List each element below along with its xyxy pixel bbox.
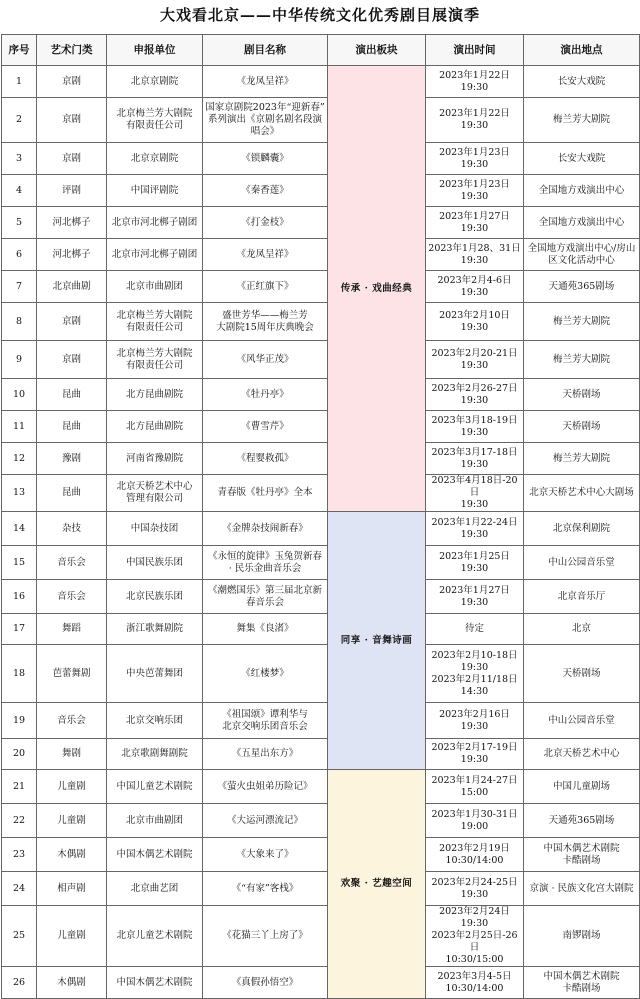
row-index: 12 bbox=[2, 443, 37, 475]
row-category: 河北梆子 bbox=[37, 239, 107, 271]
row-org: 北京市河北梆子剧团 bbox=[107, 239, 203, 271]
row-time: 2023年1月22日 19:30 bbox=[426, 66, 524, 98]
row-venue: 中山公园音乐堂 bbox=[524, 703, 640, 739]
row-venue: 梅兰芳大剧院 bbox=[524, 303, 640, 341]
row-org: 中央芭蕾舞团 bbox=[107, 645, 203, 703]
row-title: 《大运河漂流记》 bbox=[203, 804, 328, 838]
row-category: 京剧 bbox=[37, 303, 107, 341]
row-title: 《风华正茂》 bbox=[203, 341, 328, 379]
table-row bbox=[2, 739, 640, 770]
table-row bbox=[2, 770, 640, 804]
row-title: 《花猫三丫上房了》 bbox=[203, 906, 328, 967]
row-category: 河北梆子 bbox=[37, 207, 107, 239]
row-time: 2023年1月27日 19:30 bbox=[426, 580, 524, 614]
row-time: 2023年2月16日 19:30 bbox=[426, 703, 524, 739]
row-org: 中国儿童艺术剧院 bbox=[107, 770, 203, 804]
column-header-category: 艺术门类 bbox=[37, 35, 107, 66]
row-category: 京剧 bbox=[37, 341, 107, 379]
table-row bbox=[2, 906, 640, 967]
row-category: 芭蕾舞剧 bbox=[37, 645, 107, 703]
row-org: 北京歌剧舞剧院 bbox=[107, 739, 203, 770]
page-title: 大戏看北京——中华传统文化优秀剧目展演季 bbox=[159, 6, 480, 24]
row-category: 豫剧 bbox=[37, 443, 107, 475]
row-venue: 全国地方戏演出中心 bbox=[524, 207, 640, 239]
row-time: 2023年3月18-19日 19:30 bbox=[426, 411, 524, 443]
row-title: 青春版《牡丹亭》全本 bbox=[203, 475, 328, 512]
row-org: 北京市曲剧团 bbox=[107, 271, 203, 303]
row-category: 杂技 bbox=[37, 512, 107, 546]
row-time: 2023年2月24-25日 19:30 bbox=[426, 872, 524, 906]
row-title: 《永恒的旋律》玉兔贺新春 · 民乐金曲音乐会 bbox=[203, 546, 328, 580]
row-time: 2023年2月19日 10:30/14:00 bbox=[426, 838, 524, 872]
row-org: 中国评剧院 bbox=[107, 175, 203, 207]
row-venue: 南锣剧场 bbox=[524, 906, 640, 967]
row-time: 2023年2月17-19日 19:30 bbox=[426, 739, 524, 770]
table-row bbox=[2, 175, 640, 207]
row-venue: 梅兰芳大剧院 bbox=[524, 443, 640, 475]
row-org: 北京市河北梆子剧团 bbox=[107, 207, 203, 239]
row-org: 北方昆曲剧院 bbox=[107, 411, 203, 443]
row-venue: 中山公园音乐堂 bbox=[524, 546, 640, 580]
row-index: 25 bbox=[2, 906, 37, 967]
row-time: 2023年3月4-5日 10:30/14:00 bbox=[426, 967, 524, 999]
row-time: 2023年1月28、31日 19:30 bbox=[426, 239, 524, 271]
table-row bbox=[2, 341, 640, 379]
row-org: 北京梅兰芳大剧院 有限责任公司 bbox=[107, 341, 203, 379]
row-index: 13 bbox=[2, 475, 37, 512]
row-time: 2023年1月30-31日 19:00 bbox=[426, 804, 524, 838]
row-org: 浙江歌舞剧院 bbox=[107, 614, 203, 645]
row-title: 《潮燃国乐》第三届北京新 春音乐会 bbox=[203, 580, 328, 614]
table-row bbox=[2, 66, 640, 98]
table-row bbox=[2, 872, 640, 906]
column-header-title: 剧目名称 bbox=[203, 35, 328, 66]
row-time: 2023年1月22日 19:30 bbox=[426, 98, 524, 143]
row-index: 16 bbox=[2, 580, 37, 614]
row-title: 《秦香莲》 bbox=[203, 175, 328, 207]
table-row bbox=[2, 967, 640, 999]
table-row bbox=[2, 475, 640, 512]
row-org: 北京儿童艺术剧院 bbox=[107, 906, 203, 967]
row-venue: 中国木偶艺术剧院 卡酷剧场 bbox=[524, 838, 640, 872]
header-row bbox=[2, 35, 640, 66]
section-label: 同享 · 音舞诗画 bbox=[328, 512, 426, 770]
table-row bbox=[2, 614, 640, 645]
row-index: 1 bbox=[2, 66, 37, 98]
row-time: 2023年2月10-18日 19:30 2023年2月11/18日 14:30 bbox=[426, 645, 524, 703]
row-org: 北京市曲剧团 bbox=[107, 804, 203, 838]
table-row bbox=[2, 98, 640, 143]
row-category: 京剧 bbox=[37, 143, 107, 175]
section-label: 传承 · 戏曲经典 bbox=[328, 66, 426, 512]
column-header-org: 申报单位 bbox=[107, 35, 203, 66]
row-index: 26 bbox=[2, 967, 37, 999]
row-category: 音乐会 bbox=[37, 703, 107, 739]
row-index: 5 bbox=[2, 207, 37, 239]
row-venue: 天通苑365剧场 bbox=[524, 804, 640, 838]
row-org: 北京梅兰芳大剧院 有限责任公司 bbox=[107, 98, 203, 143]
row-org: 北方昆曲剧院 bbox=[107, 379, 203, 411]
row-title: 《曹雪芹》 bbox=[203, 411, 328, 443]
row-category: 昆曲 bbox=[37, 411, 107, 443]
row-org: 北京天桥艺术中心 管理有限公司 bbox=[107, 475, 203, 512]
row-category: 音乐会 bbox=[37, 580, 107, 614]
row-index: 3 bbox=[2, 143, 37, 175]
row-index: 20 bbox=[2, 739, 37, 770]
row-title: 《龙凤呈祥》 bbox=[203, 239, 328, 271]
row-index: 6 bbox=[2, 239, 37, 271]
row-category: 舞蹈 bbox=[37, 614, 107, 645]
row-category: 昆曲 bbox=[37, 475, 107, 512]
table-row bbox=[2, 443, 640, 475]
row-index: 9 bbox=[2, 341, 37, 379]
row-title: 国家京剧院2023年“迎新春” 系列演出《京剧名剧名段演 唱会》 bbox=[203, 98, 328, 143]
row-org: 北京民族乐团 bbox=[107, 580, 203, 614]
row-category: 儿童剧 bbox=[37, 770, 107, 804]
row-venue: 天桥剧场 bbox=[524, 379, 640, 411]
table-row bbox=[2, 379, 640, 411]
row-venue: 北京天桥艺术中心大剧场 bbox=[524, 475, 640, 512]
row-category: 木偶剧 bbox=[37, 967, 107, 999]
row-venue: 中国儿童剧场 bbox=[524, 770, 640, 804]
row-title: 《萤火虫姐弟历险记》 bbox=[203, 770, 328, 804]
row-time: 2023年4月18日-20日 19:30 bbox=[426, 475, 524, 512]
row-venue: 长安大戏院 bbox=[524, 66, 640, 98]
row-index: 17 bbox=[2, 614, 37, 645]
row-index: 15 bbox=[2, 546, 37, 580]
row-venue: 全国地方戏演出中心/房山 区文化活动中心 bbox=[524, 239, 640, 271]
row-index: 24 bbox=[2, 872, 37, 906]
row-venue: 天桥剧场 bbox=[524, 411, 640, 443]
row-org: 北京交响乐团 bbox=[107, 703, 203, 739]
row-time: 2023年1月24-27日 15:00 bbox=[426, 770, 524, 804]
table-row bbox=[2, 580, 640, 614]
column-header-section: 演出板块 bbox=[328, 35, 426, 66]
row-venue: 京演 · 民族文化宫大剧院 bbox=[524, 872, 640, 906]
row-venue: 北京保利剧院 bbox=[524, 512, 640, 546]
table-row bbox=[2, 303, 640, 341]
row-index: 14 bbox=[2, 512, 37, 546]
row-index: 21 bbox=[2, 770, 37, 804]
row-org: 河南省豫剧院 bbox=[107, 443, 203, 475]
row-org: 中国杂技团 bbox=[107, 512, 203, 546]
row-category: 相声剧 bbox=[37, 872, 107, 906]
row-title: 《五星出东方》 bbox=[203, 739, 328, 770]
row-venue: 中国木偶艺术剧院 卡酷剧场 bbox=[524, 967, 640, 999]
table-row bbox=[2, 207, 640, 239]
row-index: 2 bbox=[2, 98, 37, 143]
table-row bbox=[2, 239, 640, 271]
row-org: 北京梅兰芳大剧院 有限责任公司 bbox=[107, 303, 203, 341]
row-index: 11 bbox=[2, 411, 37, 443]
row-venue: 天通苑365剧场 bbox=[524, 271, 640, 303]
row-org: 中国木偶艺术剧院 bbox=[107, 838, 203, 872]
row-venue: 北京天桥艺术中心 bbox=[524, 739, 640, 770]
column-header-venue: 演出地点 bbox=[524, 35, 640, 66]
row-org: 北京京剧院 bbox=[107, 143, 203, 175]
row-time: 2023年2月10日 19:30 bbox=[426, 303, 524, 341]
row-title: 《“有家”客栈》 bbox=[203, 872, 328, 906]
table-row bbox=[2, 411, 640, 443]
row-time: 2023年2月4-6日 19:30 bbox=[426, 271, 524, 303]
row-time: 2023年1月23日 19:30 bbox=[426, 143, 524, 175]
row-venue: 长安大戏院 bbox=[524, 143, 640, 175]
row-time: 2023年2月20-21日 19:30 bbox=[426, 341, 524, 379]
row-time: 2023年2月26-27日 19:30 bbox=[426, 379, 524, 411]
row-title: 盛世芳华——梅兰芳 大剧院15周年庆典晚会 bbox=[203, 303, 328, 341]
row-venue: 天桥剧场 bbox=[524, 645, 640, 703]
row-time: 2023年1月22-24日 19:30 bbox=[426, 512, 524, 546]
row-title: 舞集《良渚》 bbox=[203, 614, 328, 645]
column-header-time: 演出时间 bbox=[426, 35, 524, 66]
row-org: 北京曲艺团 bbox=[107, 872, 203, 906]
row-title: 《金牌杂技闹新春》 bbox=[203, 512, 328, 546]
schedule-table bbox=[1, 34, 640, 999]
row-time: 待定 bbox=[426, 614, 524, 645]
row-category: 昆曲 bbox=[37, 379, 107, 411]
row-category: 北京曲剧 bbox=[37, 271, 107, 303]
row-title: 《打金枝》 bbox=[203, 207, 328, 239]
table-row bbox=[2, 546, 640, 580]
table-row bbox=[2, 804, 640, 838]
row-org: 中国木偶艺术剧院 bbox=[107, 967, 203, 999]
row-title: 《祖国颂》谭利华与 北京交响乐团音乐会 bbox=[203, 703, 328, 739]
row-category: 音乐会 bbox=[37, 546, 107, 580]
row-index: 8 bbox=[2, 303, 37, 341]
table-row bbox=[2, 271, 640, 303]
row-venue: 北京 bbox=[524, 614, 640, 645]
row-index: 19 bbox=[2, 703, 37, 739]
row-title: 《正红旗下》 bbox=[203, 271, 328, 303]
section-label: 欢聚 · 艺趣空间 bbox=[328, 770, 426, 999]
row-index: 22 bbox=[2, 804, 37, 838]
row-category: 京剧 bbox=[37, 98, 107, 143]
row-time: 2023年1月27日 19:30 bbox=[426, 207, 524, 239]
row-time: 2023年3月17-18日 19:30 bbox=[426, 443, 524, 475]
row-time: 2023年2月24日 19:30 2023年2月25日-26日 10:30/15:00 bbox=[426, 906, 524, 967]
table-row bbox=[2, 703, 640, 739]
table-row bbox=[2, 838, 640, 872]
row-index: 23 bbox=[2, 838, 37, 872]
row-org: 中国民族乐团 bbox=[107, 546, 203, 580]
row-venue: 梅兰芳大剧院 bbox=[524, 98, 640, 143]
row-category: 京剧 bbox=[37, 66, 107, 98]
row-category: 儿童剧 bbox=[37, 906, 107, 967]
row-index: 18 bbox=[2, 645, 37, 703]
row-title: 《大象来了》 bbox=[203, 838, 328, 872]
table-row bbox=[2, 143, 640, 175]
row-title: 《龙凤呈祥》 bbox=[203, 66, 328, 98]
row-org: 北京京剧院 bbox=[107, 66, 203, 98]
row-venue: 北京音乐厅 bbox=[524, 580, 640, 614]
row-venue: 梅兰芳大剧院 bbox=[524, 341, 640, 379]
row-category: 儿童剧 bbox=[37, 804, 107, 838]
column-header-index: 序号 bbox=[2, 35, 37, 66]
row-category: 舞剧 bbox=[37, 739, 107, 770]
row-time: 2023年1月23日 19:30 bbox=[426, 175, 524, 207]
row-venue: 全国地方戏演出中心 bbox=[524, 175, 640, 207]
row-title: 《红楼梦》 bbox=[203, 645, 328, 703]
row-title: 《锁麟囊》 bbox=[203, 143, 328, 175]
row-title: 《真假孙悟空》 bbox=[203, 967, 328, 999]
table-row bbox=[2, 645, 640, 703]
row-category: 评剧 bbox=[37, 175, 107, 207]
row-index: 4 bbox=[2, 175, 37, 207]
row-category: 木偶剧 bbox=[37, 838, 107, 872]
row-index: 10 bbox=[2, 379, 37, 411]
row-index: 7 bbox=[2, 271, 37, 303]
table-row bbox=[2, 512, 640, 546]
row-time: 2023年1月25日 19:30 bbox=[426, 546, 524, 580]
row-title: 《程婴救孤》 bbox=[203, 443, 328, 475]
row-title: 《牡丹亭》 bbox=[203, 379, 328, 411]
